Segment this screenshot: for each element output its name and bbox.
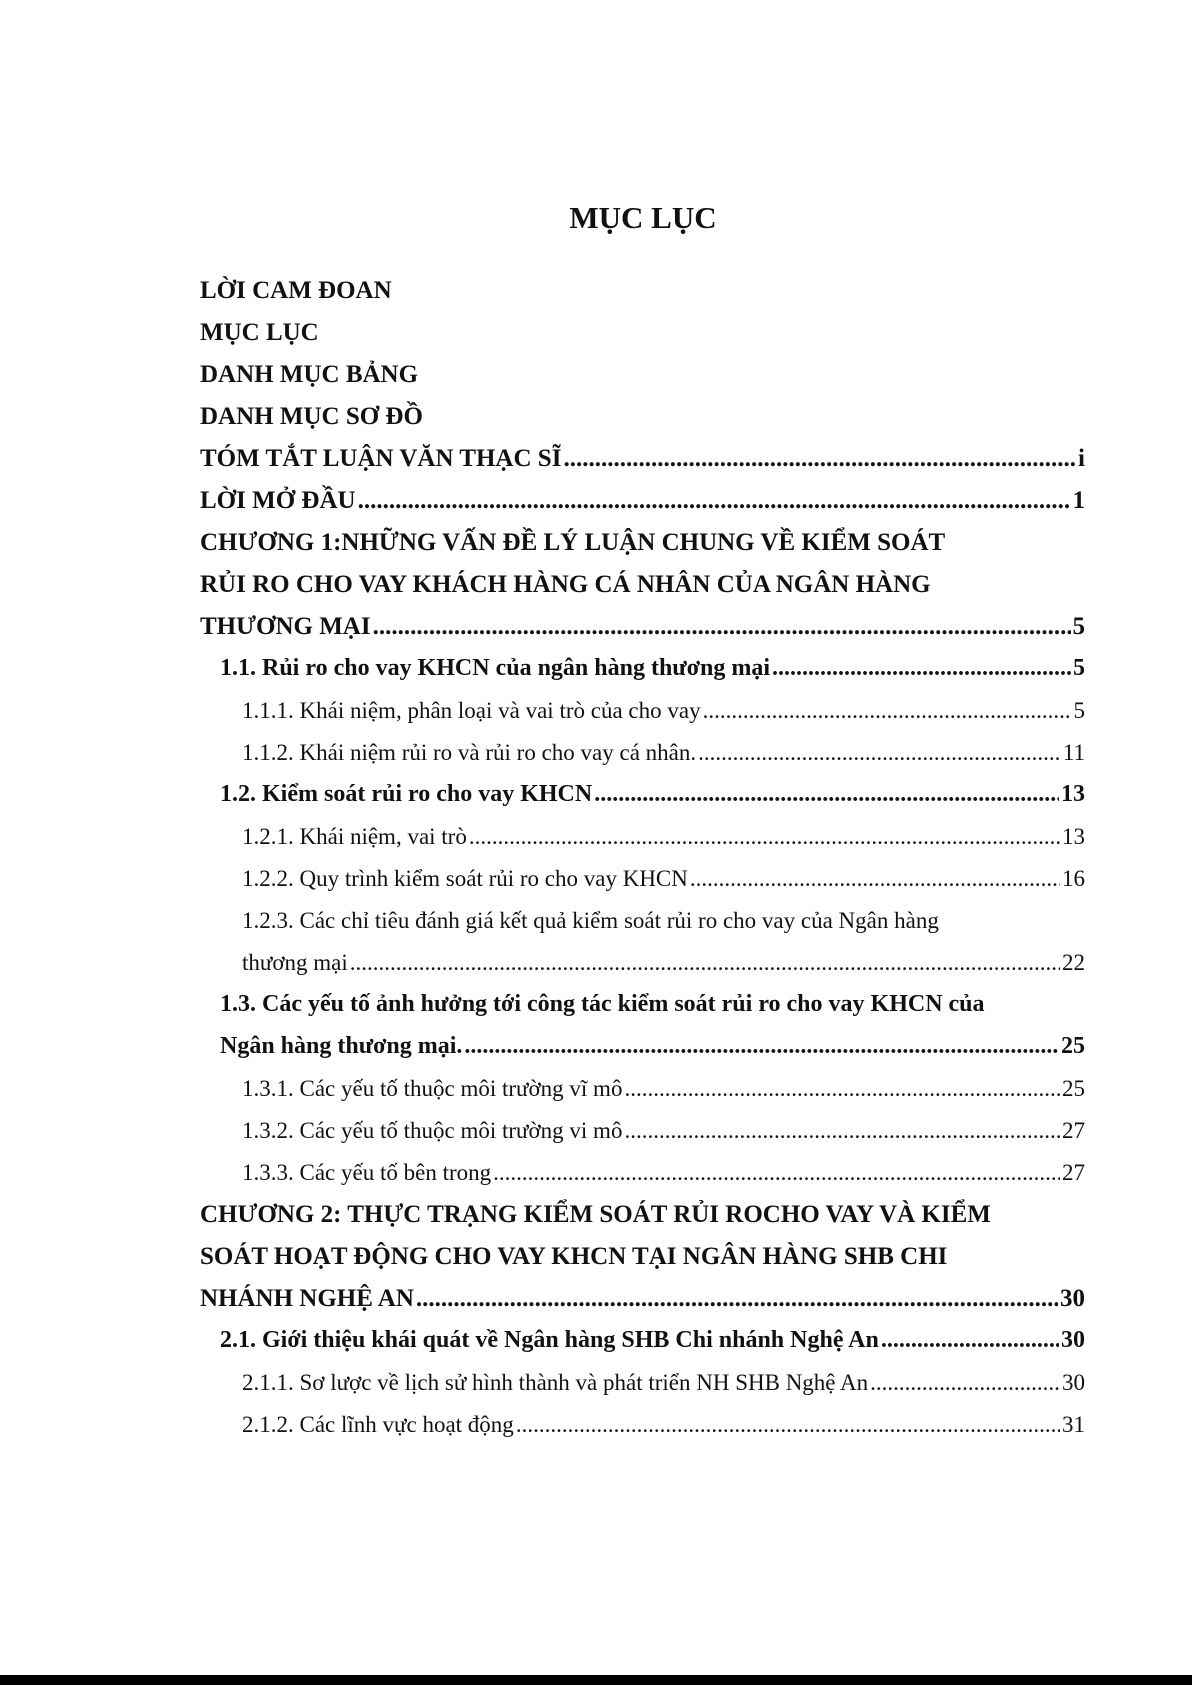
toc-entry-text: 1.2.1. Khái niệm, vai trò bbox=[242, 824, 467, 849]
toc-entry-1-2[interactable] bbox=[220, 772, 1085, 817]
toc-entry-danh-muc-so-do[interactable] bbox=[200, 394, 423, 439]
toc-entry-2-1-2[interactable] bbox=[242, 1402, 1085, 1447]
toc-page-number: 13 bbox=[1062, 824, 1085, 849]
toc-leader-dots bbox=[870, 1360, 1060, 1405]
bottom-border bbox=[0, 1675, 1192, 1685]
toc-entry-text: LỜI MỞ ĐẦU bbox=[200, 487, 356, 514]
toc-page-number: 30 bbox=[1061, 1327, 1085, 1353]
toc-entry-loi-cam-doan[interactable] bbox=[200, 268, 392, 313]
toc-entry-danh-muc-bang[interactable] bbox=[200, 352, 418, 397]
toc-page-number: 30 bbox=[1062, 1370, 1085, 1395]
toc-leader-dots bbox=[881, 1318, 1059, 1363]
toc-entry-text: CHƯƠNG 2: THỰC TRẠNG KIỂM SOÁT RỦI ROCHO VAY VÀ KIỂM bbox=[200, 1201, 991, 1228]
toc-entry-text: 1.1.2. Khái niệm rủi ro và rủi ro cho vay cá nhân. bbox=[242, 740, 697, 765]
toc-entry-1-2-1[interactable] bbox=[242, 814, 1085, 859]
toc-entry-1-2-3[interactable] bbox=[242, 898, 939, 943]
toc-entry-1-3-end[interactable] bbox=[220, 1024, 1085, 1069]
toc-entry-text: TÓM TẮT LUẬN VĂN THẠC SĨ bbox=[200, 445, 562, 472]
page-title: MỤC LỤC bbox=[569, 200, 717, 235]
toc-leader-dots bbox=[698, 730, 1061, 775]
toc-leader-dots bbox=[703, 688, 1072, 733]
toc-entry-1-1-2[interactable] bbox=[242, 730, 1085, 775]
toc-entry-text: RỦI RO CHO VAY KHÁCH HÀNG CÁ NHÂN CỦA NGÂN HÀNG bbox=[200, 571, 931, 598]
toc-entry-text: 2.1.2. Các lĩnh vực hoạt động bbox=[242, 1412, 514, 1437]
toc-entry-text: MỤC LỤC bbox=[200, 319, 319, 346]
toc-entry-text: 1.3.1. Các yếu tố thuộc môi trường vĩ mô bbox=[242, 1076, 623, 1101]
toc-entry-text: 2.1. Giới thiệu khái quát về Ngân hàng SHB Chi nhánh Nghệ An bbox=[220, 1327, 879, 1353]
toc-entry-1-2-3-end[interactable] bbox=[242, 940, 1085, 985]
toc-entry-1-1-1[interactable] bbox=[242, 688, 1085, 733]
toc-leader-dots bbox=[772, 646, 1071, 691]
toc-leader-dots bbox=[493, 1150, 1060, 1195]
toc-entry-text: DANH MỤC SƠ ĐỒ bbox=[200, 403, 423, 430]
toc-entry-text: thương mại bbox=[242, 950, 348, 975]
toc-page-number: 25 bbox=[1061, 1033, 1085, 1059]
toc-entry-text: Ngân hàng thương mại. bbox=[220, 1033, 463, 1059]
toc-entry-text: THƯƠNG MẠI bbox=[200, 613, 371, 640]
toc-entry-text: 1.3.3. Các yếu tố bên trong bbox=[242, 1160, 492, 1185]
toc-page-number: 5 bbox=[1072, 613, 1085, 640]
toc-leader-dots bbox=[416, 1276, 1058, 1321]
toc-page-number: 16 bbox=[1062, 866, 1085, 891]
toc-page-number: 25 bbox=[1062, 1076, 1085, 1101]
toc-entry-muc-luc[interactable] bbox=[200, 310, 319, 355]
toc-page-number: 22 bbox=[1062, 950, 1085, 975]
toc-entry-2-1[interactable] bbox=[220, 1318, 1085, 1363]
toc-entry-text: 1.3. Các yếu tố ảnh hưởng tới công tác kiểm soát rủi ro cho vay KHCN của bbox=[220, 991, 985, 1017]
toc-entry-1-3-3[interactable] bbox=[242, 1150, 1085, 1195]
toc-entry-text: DANH MỤC BẢNG bbox=[200, 361, 419, 388]
toc-entry-tom-tat[interactable] bbox=[200, 436, 1085, 481]
toc-entry-text: 1.2.3. Các chỉ tiêu đánh giá kết quả kiểm soát rủi ro cho vay của Ngân hàng bbox=[242, 908, 939, 933]
toc-entry-1-2-2[interactable] bbox=[242, 856, 1085, 901]
toc-entry-chuong-1[interactable] bbox=[200, 520, 945, 565]
toc-leader-dots bbox=[350, 940, 1060, 985]
toc-entry-chuong-1-end[interactable] bbox=[200, 604, 1085, 649]
toc-leader-dots bbox=[563, 436, 1076, 481]
toc-entry-chuong-2-end[interactable] bbox=[200, 1276, 1085, 1321]
toc-leader-dots bbox=[373, 604, 1071, 649]
toc-page-number: 13 bbox=[1061, 781, 1085, 807]
toc-page-number: i bbox=[1078, 445, 1085, 472]
toc-page-number: 11 bbox=[1062, 740, 1085, 765]
toc-entry-text: 2.1.1. Sơ lược về lịch sử hình thành và phát triển NH SHB Nghệ An bbox=[242, 1370, 869, 1395]
toc-entry-text: 1.1.1. Khái niệm, phân loại và vai trò của cho vay bbox=[242, 698, 701, 723]
toc-leader-dots bbox=[624, 1108, 1060, 1153]
toc-page-number: 30 bbox=[1060, 1285, 1085, 1312]
toc-entry-text: NHÁNH NGHỆ AN bbox=[200, 1285, 414, 1312]
toc-entry-1-3[interactable] bbox=[220, 982, 985, 1027]
toc-entry-text: SOÁT HOẠT ĐỘNG CHO VAY KHCN TẠI NGÂN HÀNG SHB CHI bbox=[200, 1243, 948, 1270]
toc-entry-loi-mo-dau[interactable] bbox=[200, 478, 1085, 523]
toc-leader-dots bbox=[358, 478, 1071, 523]
toc-entry-1-1[interactable] bbox=[220, 646, 1085, 691]
toc-entry-chuong-2-cont[interactable] bbox=[200, 1234, 947, 1279]
toc-leader-dots bbox=[690, 856, 1060, 901]
toc-leader-dots bbox=[464, 1024, 1059, 1069]
toc-entry-1-3-2[interactable] bbox=[242, 1108, 1085, 1153]
toc-entry-chuong-1-cont[interactable] bbox=[200, 562, 931, 607]
toc-entry-text: 1.3.2. Các yếu tố thuộc môi trường vi mô bbox=[242, 1118, 623, 1143]
toc-entry-text: LỜI CAM ĐOAN bbox=[200, 277, 392, 304]
toc-entry-2-1-1[interactable] bbox=[242, 1360, 1085, 1405]
toc-leader-dots bbox=[594, 772, 1059, 817]
toc-page-number: 1 bbox=[1072, 487, 1085, 514]
toc-leader-dots bbox=[516, 1402, 1060, 1447]
toc-leader-dots bbox=[624, 1066, 1060, 1111]
toc-entry-text: CHƯƠNG 1:NHỮNG VẤN ĐỀ LÝ LUẬN CHUNG VỀ KIỂM SOÁT bbox=[200, 529, 946, 556]
toc-leader-dots bbox=[469, 814, 1060, 859]
toc-page-number: 5 bbox=[1073, 698, 1085, 723]
toc-page-number: 5 bbox=[1073, 655, 1085, 681]
toc-entry-chuong-2[interactable] bbox=[200, 1192, 991, 1237]
toc-page-number: 31 bbox=[1062, 1412, 1085, 1437]
toc-entry-text: 1.2.2. Quy trình kiểm soát rủi ro cho vay KHCN bbox=[242, 866, 688, 891]
toc-entry-text: 1.2. Kiểm soát rủi ro cho vay KHCN bbox=[220, 781, 593, 807]
toc-entry-text: 1.1. Rủi ro cho vay KHCN của ngân hàng thương mại bbox=[220, 655, 770, 681]
toc-entry-1-3-1[interactable] bbox=[242, 1066, 1085, 1111]
toc-page-number: 27 bbox=[1062, 1118, 1085, 1143]
toc-page-number: 27 bbox=[1062, 1160, 1085, 1185]
